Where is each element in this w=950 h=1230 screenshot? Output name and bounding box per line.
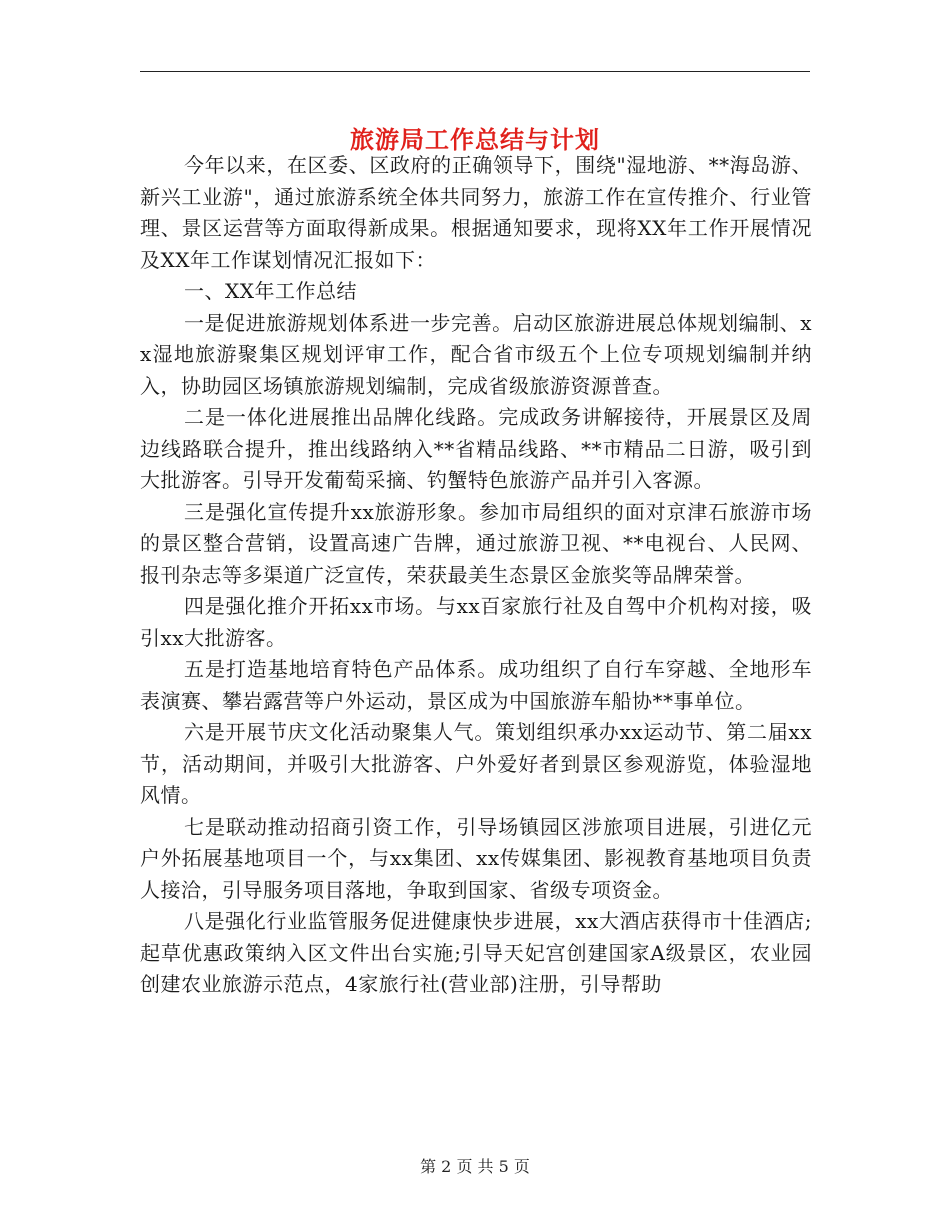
section-heading: 一、XX年工作总结	[184, 279, 357, 303]
paragraph-intro: 今年以来，在区委、区政府的正确领导下，围绕"湿地游、**海岛游、新兴工业游"，通过旅游系统全体共同努力，旅游工作在宣传推介、行业管理、景区运营等方面取得新成果。根据通知要求，现将XX年工作开展情况及XX年工作谋划情况汇报如下：	[140, 153, 812, 272]
paragraph-item-5: 五是打造基地培育特色产品体系。成功组织了自行车穿越、全地形车表演赛、攀岩露营等户外运动，景区成为中国旅游车船协**事单位。	[140, 657, 812, 713]
paragraph-item-8: 八是强化行业监管服务促进健康快步进展，xx大酒店获得市十佳酒店;起草优惠政策纳入区文件出台实施;引导天妃宫创建国家A级景区，农业园创建农业旅游示范点，4家旅行社(营业部)注册，引导帮助	[140, 909, 812, 996]
paragraph-item-2: 二是一体化进展推出品牌化线路。完成政务讲解接待，开展景区及周边线路联合提升，推出线路纳入**省精品线路、**市精品二日游，吸引到大批游客。引导开发葡萄采摘、钓蟹特色旅游产品并引入客源。	[140, 405, 812, 492]
paragraph-item-3: 三是强化宣传提升xx旅游形象。参加市局组织的面对京津石旅游市场的景区整合营销，设置高速广告牌，通过旅游卫视、**电视台、人民网、报刊杂志等多渠道广泛宣传，荣获最美生态景区金旅奖等品牌荣誉。	[140, 499, 812, 587]
paragraph-item-6: 六是开展节庆文化活动聚集人气。策划组织承办xx运动节、第二届xx节，活动期间，并吸引大批游客、户外爱好者到景区参观游览，体验湿地风情。	[140, 720, 812, 807]
header-rule	[140, 71, 810, 72]
paragraph-item-1: 一是促进旅游规划体系进一步完善。启动区旅游进展总体规划编制、xx湿地旅游聚集区规划评审工作，配合省市级五个上位专项规划编制并纳入，协助园区场镇旅游规划编制，完成省级旅游资源普查。	[140, 310, 812, 398]
document-body	[140, 150, 812, 1001]
document-title: 旅游局工作总结与计划	[350, 125, 600, 155]
page-number: 第 2 页 共 5 页	[420, 1157, 530, 1176]
paragraph-item-4: 四是强化推介开拓xx市场。与xx百家旅行社及自驾中介机构对接，吸引xx大批游客。	[140, 594, 812, 650]
paragraph-item-7: 七是联动推动招商引资工作，引导场镇园区涉旅项目进展，引进亿元户外拓展基地项目一个，与xx集团、xx传媒集团、影视教育基地项目负责人接洽，引导服务项目落地，争取到国家、省级专项资金。	[140, 814, 812, 902]
